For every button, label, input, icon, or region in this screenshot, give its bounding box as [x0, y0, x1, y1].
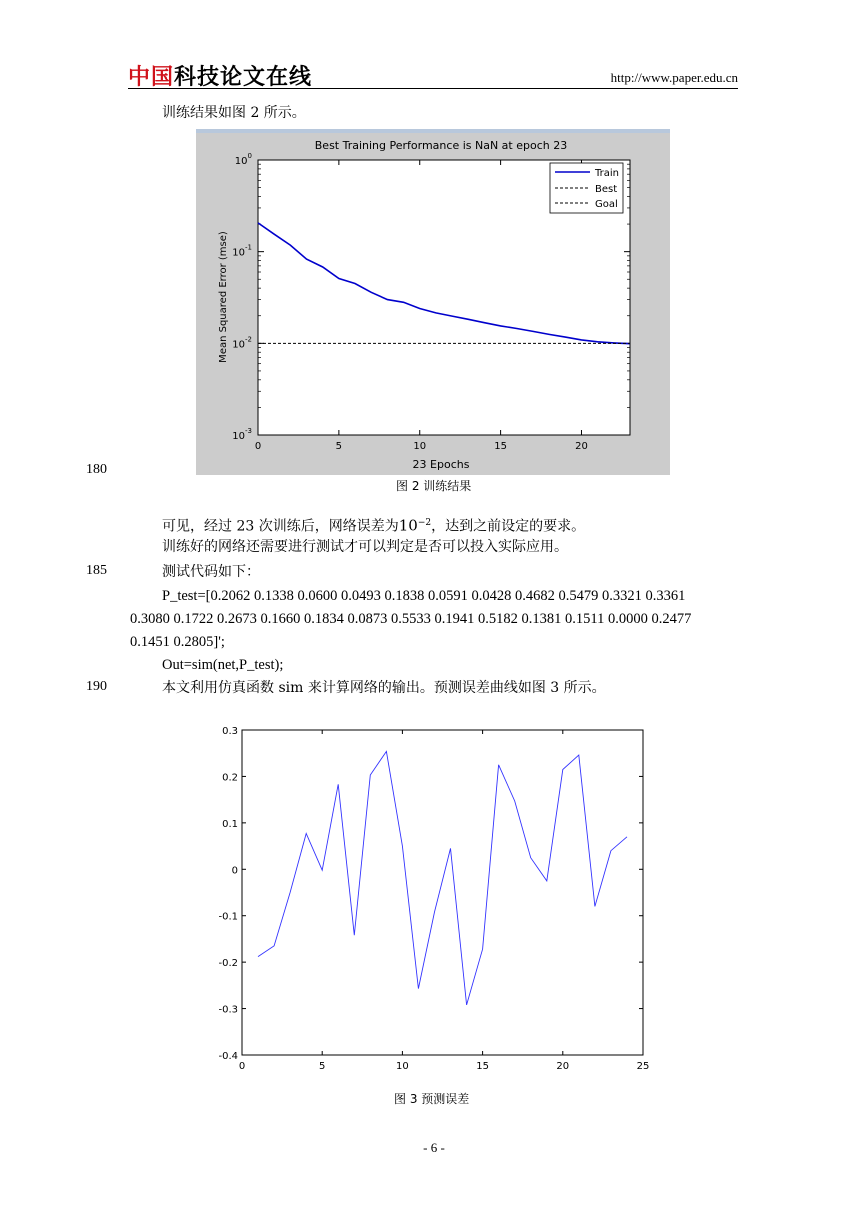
x-tick-label: 15: [476, 1061, 489, 1072]
journal-logo: [128, 60, 312, 91]
test-need-paragraph: 训练好的网络还需要进行测试才可以判定是否可以投入实际应用。: [162, 539, 568, 555]
sim-paragraph: 本文利用仿真函数 sim 来计算网络的输出。预测误差曲线如图 3 所示。: [162, 680, 606, 696]
figure-3-plot-area: [242, 730, 643, 1055]
x-tick-label: 0: [238, 1061, 246, 1072]
y-tick-label: -0.2: [218, 958, 238, 970]
figure-2-xlabel: 23 Epochs: [412, 458, 470, 471]
code-line-2: 0.3080 0.1722 0.2673 0.1660 0.1834 0.0873 0.5533 0.1941 0.5182 0.1381 0.1511 0.0000 0.2477: [130, 611, 692, 627]
y-tick-label: 0.3: [222, 726, 238, 737]
x-tick-label: 25: [636, 1061, 650, 1072]
header-rule: [128, 88, 738, 89]
header-url[interactable]: http://www.paper.edu.cn: [610, 70, 738, 85]
x-tick-label: 0: [254, 441, 262, 452]
figure-3-caption: 图 3 预测误差: [394, 1092, 470, 1106]
y-tick-label: -0.4: [218, 1051, 238, 1062]
y-tick-label: $10^{-2}$: [232, 335, 252, 351]
y-tick-label: $10^{-1}$: [232, 243, 252, 259]
intro-text: 训练结果如图 2 所示。: [162, 105, 306, 121]
legend-best: Best: [595, 184, 618, 195]
math-exponent: −2: [417, 518, 432, 528]
figure-2-ylabel: Mean Squared Error (mse): [218, 231, 229, 363]
code-line-3: 0.1451 0.2805]';: [130, 634, 225, 650]
figure-2-top-strip: [196, 129, 670, 133]
observation-post: ，达到之前设定的要求。: [431, 518, 586, 535]
y-tick-label: $10^{-3}$: [232, 427, 252, 442]
page-number: - 6 -: [423, 1140, 445, 1155]
code-intro-text: 测试代码如下：: [162, 564, 260, 580]
legend-train: Train: [595, 168, 619, 179]
figure-2-training-chart: [196, 129, 670, 475]
figure-2-legend: [550, 163, 623, 213]
observation-paragraph: [162, 514, 585, 536]
legend-goal: Goal: [595, 199, 618, 210]
figure-3-error-chart: [210, 720, 650, 1072]
x-tick-label: 10: [396, 1061, 409, 1072]
logo-red-text: 中国: [128, 65, 175, 90]
y-tick-label: $10^0$: [234, 152, 252, 167]
line-number-190: 190: [86, 679, 107, 694]
y-tick-label: -0.3: [218, 1004, 238, 1016]
code-line-1: P_test=[0.2062 0.1338 0.0600 0.0493 0.1838 0.0591 0.0428 0.4682 0.5479 0.3321 0.3361: [162, 588, 686, 604]
x-tick-label: 15: [494, 441, 507, 452]
math-base: 10: [398, 516, 418, 535]
figure-2-caption: 图 2 训练结果: [396, 479, 472, 493]
y-tick-label: 0.1: [222, 818, 238, 830]
x-tick-label: 5: [335, 441, 343, 452]
x-tick-label: 10: [413, 441, 427, 452]
logo-black-text: 科技论文在线: [174, 65, 313, 90]
y-tick-label: 0: [231, 865, 238, 877]
line-number-185: 185: [86, 563, 107, 578]
x-tick-label: 5: [319, 1061, 326, 1072]
x-tick-label: 20: [575, 441, 588, 452]
y-tick-label: 0.2: [222, 772, 238, 784]
line-number-180: 180: [86, 462, 107, 477]
y-tick-label: -0.1: [218, 911, 238, 923]
x-tick-label: 20: [556, 1061, 570, 1072]
observation-pre: 可见，经过 23 次训练后，网络误差为: [162, 518, 399, 535]
code-line-4: Out=sim(net,P_test);: [162, 657, 284, 673]
figure-2-title: Best Training Performance is NaN at epoch 23: [314, 139, 568, 152]
